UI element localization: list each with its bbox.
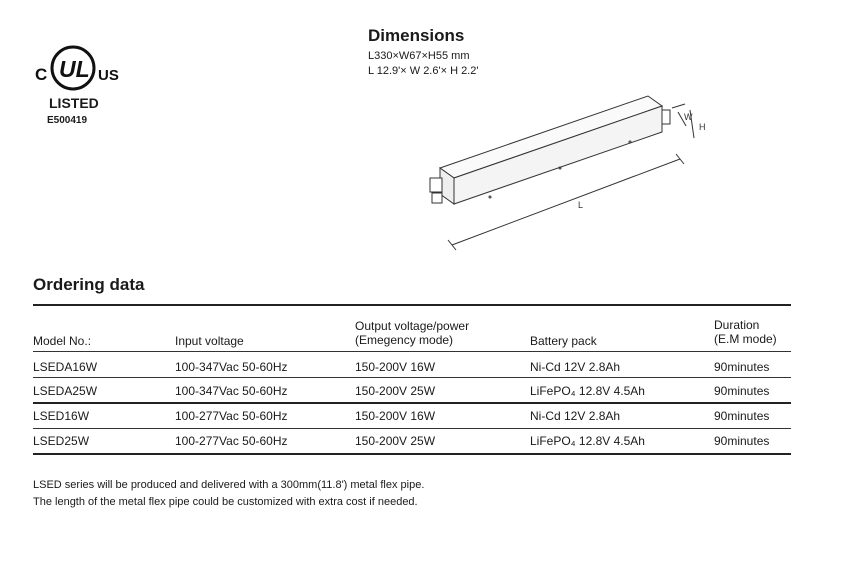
note-customization: The length of the metal flex pipe could be customized with extra cost if needed. bbox=[33, 496, 418, 508]
product-drawing bbox=[410, 80, 710, 255]
note-flex-pipe: LSED series will be produced and delivered with a 300mm(11.8') metal flex pipe. bbox=[33, 479, 425, 491]
cell-model: LSED25W bbox=[33, 434, 90, 448]
column-header-output bbox=[355, 319, 469, 347]
row-rule bbox=[33, 377, 791, 378]
height-label: H bbox=[699, 122, 706, 132]
table-bottom-rule bbox=[33, 453, 791, 455]
row-rule bbox=[33, 402, 791, 404]
column-header-output-line1: Output voltage/power bbox=[355, 319, 470, 333]
ul-listed-label: LISTED bbox=[49, 95, 99, 111]
cell-model: LSEDA25W bbox=[33, 384, 98, 398]
ul-file-number: E500419 bbox=[47, 115, 88, 126]
column-header-battery: Battery pack bbox=[530, 334, 597, 348]
cell-battery: Ni-Cd 12V 2.8Ah bbox=[530, 360, 621, 374]
cell-battery: LiFePO₄ 12.8V 4.5Ah bbox=[530, 434, 645, 448]
cell-duration: 90minutes bbox=[714, 409, 770, 423]
cell-battery: Ni-Cd 12V 2.8Ah bbox=[530, 409, 621, 423]
cell-output: 150-200V 16W bbox=[355, 409, 436, 423]
cell-duration: 90minutes bbox=[714, 384, 770, 398]
dimensions-imperial: L 12.9'× W 2.6'× H 2.2' bbox=[368, 65, 479, 77]
cell-output: 150-200V 25W bbox=[355, 384, 436, 398]
cell-output: 150-200V 16W bbox=[355, 360, 436, 374]
ul-letters: UL bbox=[59, 56, 90, 82]
cell-input: 100-277Vac 50-60Hz bbox=[175, 409, 288, 423]
cell-input: 100-277Vac 50-60Hz bbox=[175, 434, 288, 448]
dimensions-title: Dimensions bbox=[368, 26, 465, 45]
cell-input: 100-347Vac 50-60Hz bbox=[175, 360, 288, 374]
row-rule bbox=[33, 428, 791, 429]
column-header-model: Model No.: bbox=[33, 334, 92, 348]
column-header-duration bbox=[714, 318, 777, 346]
cell-model: LSEDA16W bbox=[33, 360, 98, 374]
cell-model: LSED16W bbox=[33, 409, 90, 423]
column-header-duration-line2: (E.M mode) bbox=[714, 332, 777, 346]
dimensions-metric: L330×W67×H55 mm bbox=[368, 50, 470, 62]
column-header-output-line2: (Emegency mode) bbox=[355, 333, 454, 347]
ul-c-letter: C bbox=[35, 65, 48, 84]
width-label: W bbox=[684, 112, 693, 122]
column-header-input: Input voltage bbox=[175, 334, 244, 348]
length-label: L bbox=[578, 200, 584, 210]
cell-duration: 90minutes bbox=[714, 434, 770, 448]
table-top-rule bbox=[33, 304, 791, 306]
header-rule bbox=[33, 351, 791, 352]
ul-us-letters: US bbox=[98, 67, 119, 84]
cell-battery: LiFePO₄ 12.8V 4.5Ah bbox=[530, 384, 645, 398]
cell-input: 100-347Vac 50-60Hz bbox=[175, 384, 288, 398]
column-header-duration-line1: Duration bbox=[714, 318, 760, 332]
ordering-title: Ordering data bbox=[33, 275, 145, 294]
cell-duration: 90minutes bbox=[714, 360, 770, 374]
cell-output: 150-200V 25W bbox=[355, 434, 436, 448]
